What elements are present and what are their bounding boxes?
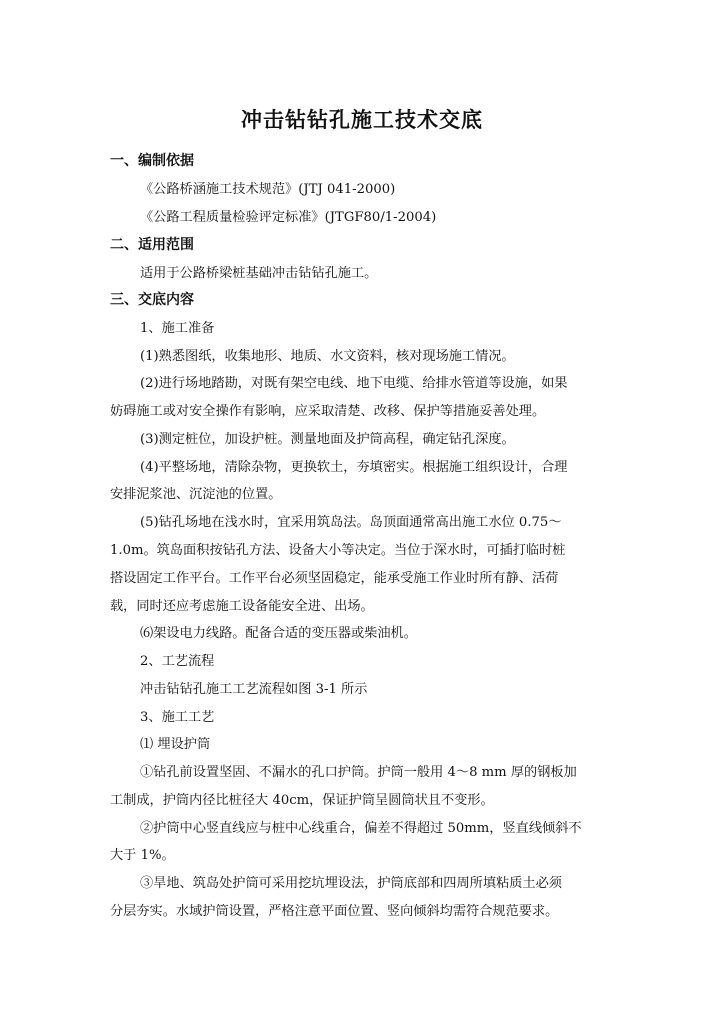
content-line-9: 1.0m。筑岛面积按钻孔方法、设备大小等决定。当位于深水时，可插打临时桩 [110, 543, 566, 558]
content-line-13: 2、工艺流程 [140, 654, 215, 669]
content-line-10: 搭设固定工作平台。工作平台必须坚固稳定，能承受施工作业时所有静、活荷 [110, 571, 559, 586]
content-line-15: 3、施工工艺 [140, 710, 215, 725]
basis-line-1: 《公路桥涵施工技术规范》(JTJ 041-2000) [140, 182, 396, 197]
content-line-11: 载，同时还应考虑施工设备能安全进、出场。 [110, 599, 374, 614]
content-line-8: (5)钻孔场地在浅水时，宜采用筑岛法。岛顶面通常高出施工水位 0.75～ [140, 515, 562, 530]
scope-line-1: 适用于公路桥梁桩基础冲击钻钻孔施工。 [140, 266, 378, 281]
content-line-6: (4)平整场地，清除杂物，更换软土，夯填密实。根据施工组织设计，合理 [140, 460, 568, 475]
content-line-20: 大于 1%。 [110, 848, 175, 863]
content-line-18: 工制成，护筒内径比桩径大 40cm，保证护筒呈圆筒状且不变形。 [110, 793, 494, 808]
content-line-21: ③旱地、筑岛处护筒可采用挖坑埋设法，护筒底部和四周所填粘质土必须 [140, 876, 562, 891]
section-heading-basis: 一、编制依据 [110, 153, 194, 169]
content-line-2: (1)熟悉图纸，收集地形、地质、水文资料，核对现场施工情况。 [140, 349, 515, 364]
content-line-5: (3)测定桩位，加设护桩。测量地面及护筒高程，确定钻孔深度。 [140, 432, 515, 447]
basis-line-2: 《公路工程质量检验评定标准》(JTGF80/1-2004) [140, 210, 437, 225]
document-title: 冲击钻钻孔施工技术交底 [241, 108, 483, 132]
content-line-22: 分层夯实。水域护筒设置，严格注意平面位置、竖向倾斜均需符合规范要求。 [110, 904, 559, 919]
section-heading-scope: 二、适用范围 [110, 237, 194, 253]
content-line-16: ⑴ 埋设护筒 [140, 737, 211, 752]
content-line-12: ⑹架设电力线路。配备合适的变压器或柴油机。 [140, 626, 417, 641]
content-line-4: 妨碍施工或对安全操作有影响，应采取清楚、改移、保护等措施妥善处理。 [110, 404, 546, 419]
content-line-17: ①钻孔前设置坚固、不漏水的孔口护筒。护筒一般用 4～8 mm 厚的钢板加 [140, 765, 577, 780]
content-line-1: 1、施工准备 [140, 321, 215, 336]
section-heading-content: 三、交底内容 [110, 292, 194, 308]
content-line-7: 安排泥浆池、沉淀池的位置。 [110, 487, 282, 502]
content-line-3: (2)进行场地踏勘，对既有架空电线、地下电缆、给排水管道等设施，如果 [140, 376, 568, 391]
content-line-19: ②护筒中心竖直线应与桩中心线重合，偏差不得超过 50mm，竖直线倾斜不 [140, 821, 582, 836]
content-line-14: 冲击钻钻孔施工工艺流程如图 3-1 所示 [140, 682, 368, 697]
